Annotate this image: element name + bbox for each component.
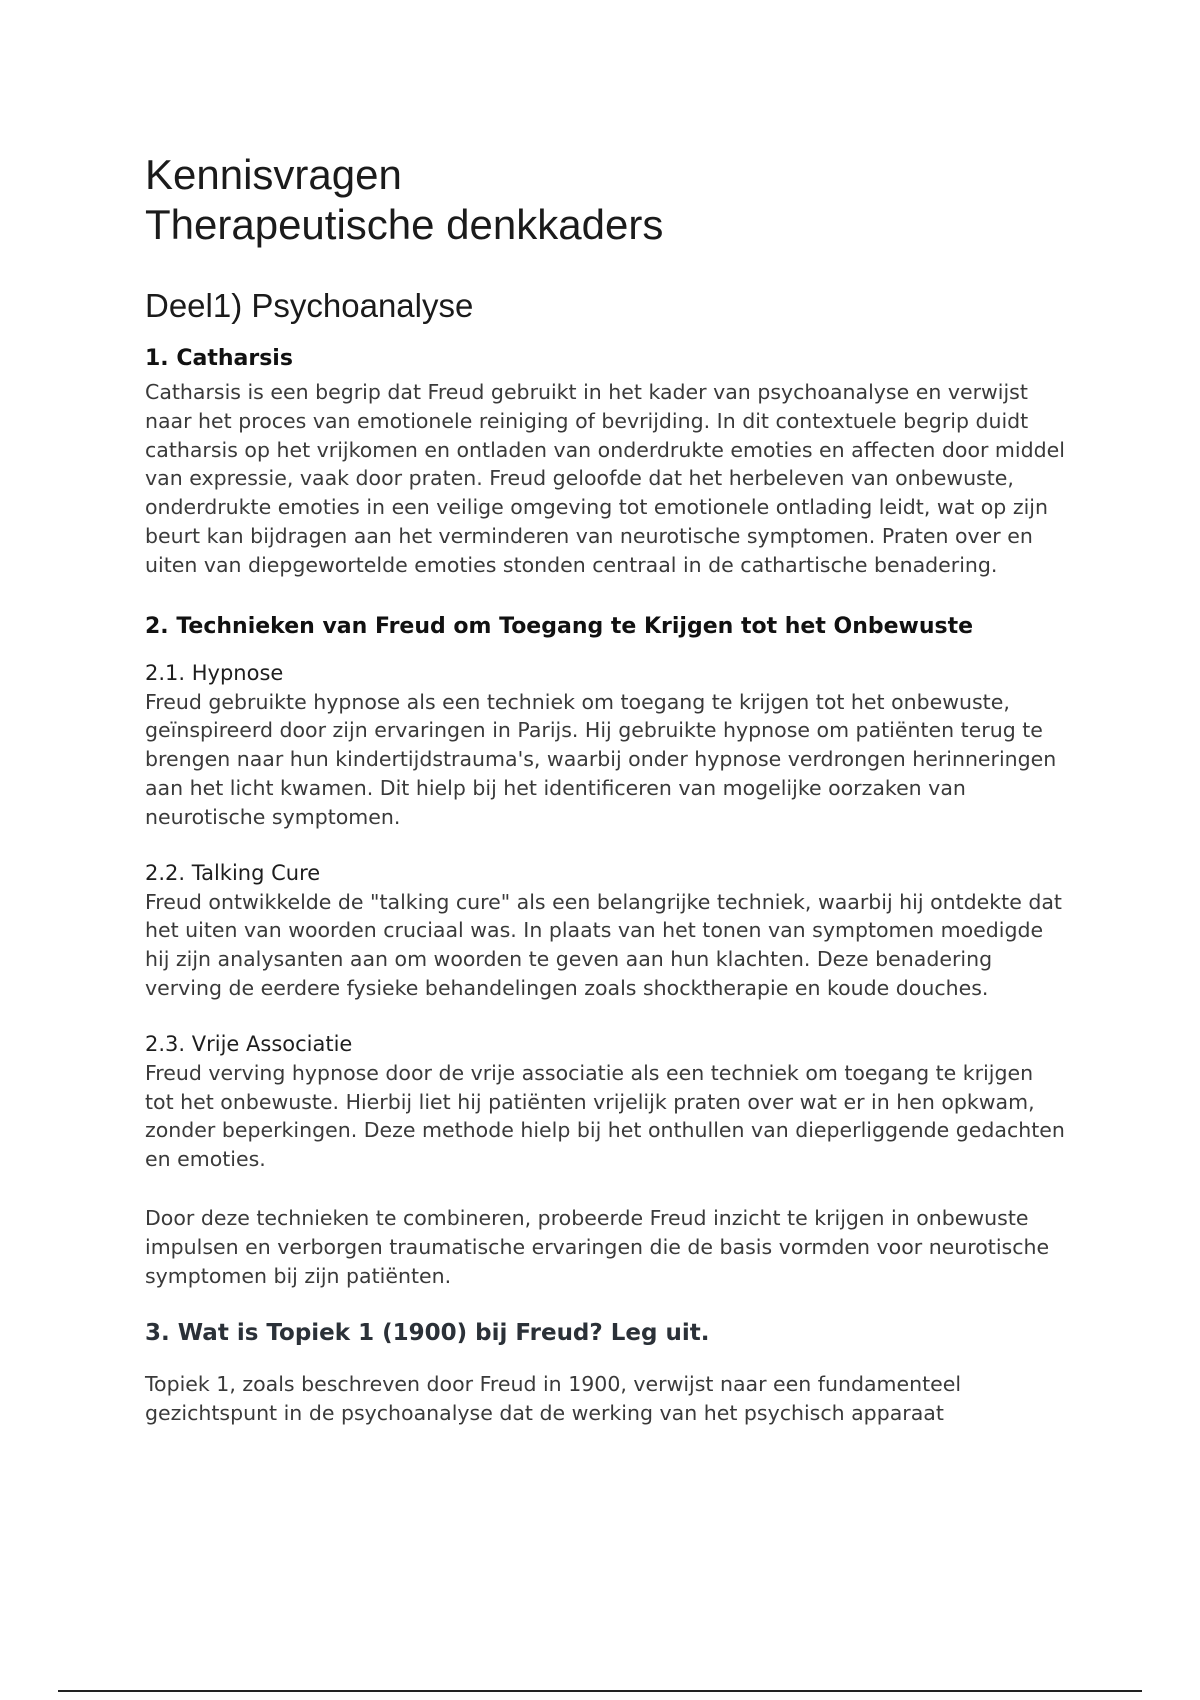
page-bottom-divider (58, 1690, 1142, 1692)
subsection-talking-cure (145, 858, 1065, 1003)
section-heading-catharsis: 1. Catharsis (145, 346, 293, 371)
talking-cure-paragraph: Freud ontwikkelde de "talking cure" als een belangrijke techniek, waarbij hij ontdekte dat het uiten van woorden cruciaal was. In plaats van het tonen van symptomen moedigde hij zijn analysanten aan om woorden te geven aan hun klachten. Deze benadering verving de eerdere fysieke behandelingen zoals shocktherapie en koude douches. (145, 889, 1062, 1000)
subsection-heading-talking-cure: 2.2. Talking Cure (145, 860, 321, 885)
section-heading-techniques: 2. Technieken van Freud om Toegang te Krijgen tot het Onbewuste (145, 613, 974, 639)
section-topiek (145, 1318, 1065, 1428)
section-techniques (145, 612, 1065, 1291)
subsection-heading-free-association: 2.3. Vrije Associatie (145, 1031, 353, 1056)
topiek-paragraph: Topiek 1, zoals beschreven door Freud in 1900, verwijst naar een fundamenteel gezichtspunt in de psychoanalyse dat de werking van het psychisch apparaat (145, 1372, 962, 1426)
part-title: Deel1) Psychoanalyse (145, 287, 474, 324)
catharsis-paragraph: Catharsis is een begrip dat Freud gebruikt in het kader van psychoanalyse en verwijst naar het proces van emotionele reiniging of bevrijding. In dit contextuele begrip duidt catharsis op het vrijkomen en ontladen van onderdrukte emoties en affecten door middel van expressie, vaak door praten. Freud geloofde dat het herbeleven van onbewuste, onderdrukte emoties in een veilige omgeving tot emotionele ontlading leidt, wat op zijn beurt kan bijdragen aan het verminderen van neurotische symptomen. Praten over en uiten van diepgewortelde emoties stonden centraal in de cathartische benadering. (145, 380, 1065, 577)
document-title-line-1: Kennisvragen (145, 151, 402, 198)
techniques-conclusion-paragraph: Door deze technieken te combineren, probeerde Freud inzicht te krijgen in onbewuste impulsen en verborgen traumatische ervaringen die de basis vormden voor neurotische symptomen bij zijn patiënten. (145, 1205, 1050, 1288)
document-title (145, 150, 1065, 250)
hypnosis-paragraph: Freud gebruikte hypnose als een techniek om toegang te krijgen tot het onbewuste, geïnspireerd door zijn ervaringen in Parijs. Hij gebruikte hypnose om patiënten terug te brengen naar hun kindertijdstrauma's, waarbij onder hypnose verdrongen herinneringen aan het licht kwamen. Dit hielp bij het identificeren van mogelijke oorzaken van neurotische symptomen. (145, 689, 1057, 829)
subsection-free-association (145, 1029, 1065, 1174)
document-title-line-2: Therapeutische denkkaders (145, 201, 664, 248)
section-heading-topiek: 3. Wat is Topiek 1 (1900) bij Freud? Leg uit. (145, 1320, 710, 1347)
subsection-hypnosis (145, 658, 1065, 832)
free-association-paragraph: Freud verving hypnose door de vrije associatie als een techniek om toegang te krijgen tot het onbewuste. Hierbij liet hij patiënten vrijelijk praten over wat er in hen opkwam, zonder beperkingen. Deze methode hielp bij het onthullen van dieperliggende gedachten en emoties. (145, 1060, 1065, 1172)
document-page (145, 150, 1065, 1428)
subsection-heading-hypnosis: 2.1. Hypnose (145, 660, 284, 685)
section-catharsis (145, 344, 1065, 580)
